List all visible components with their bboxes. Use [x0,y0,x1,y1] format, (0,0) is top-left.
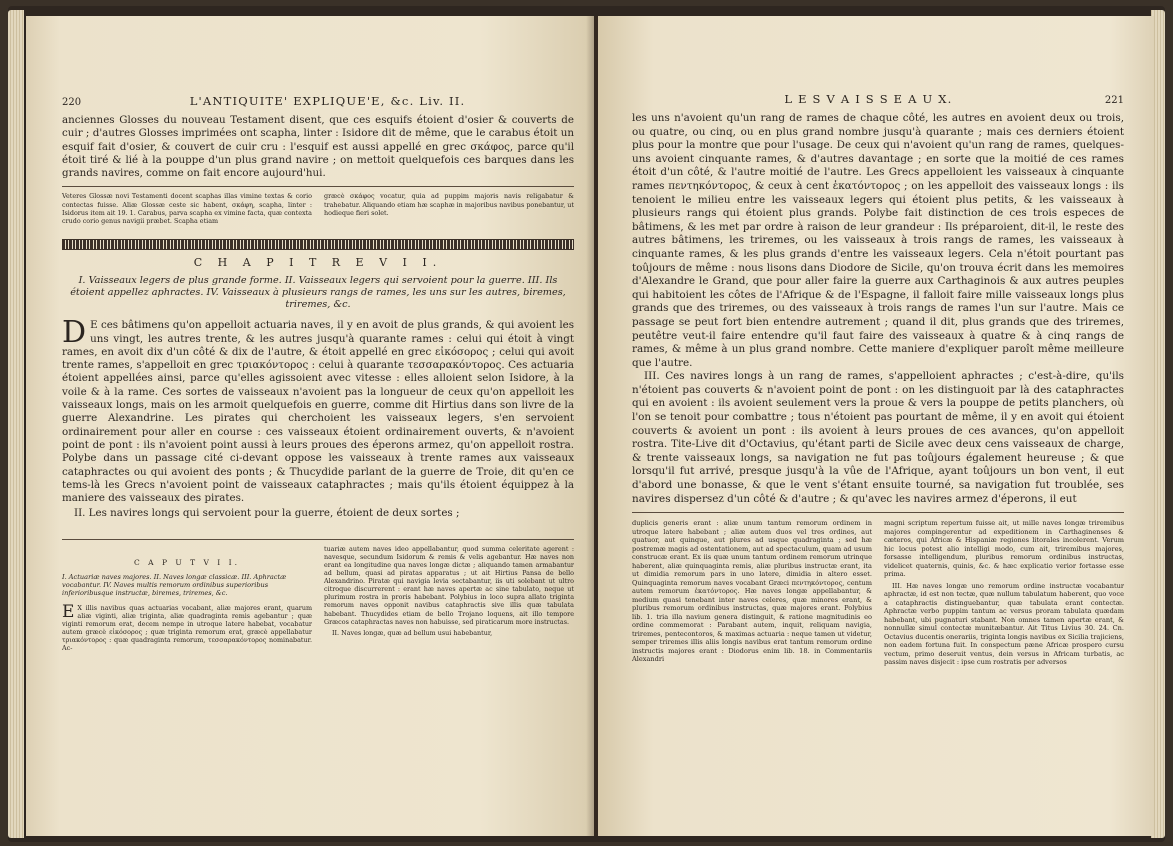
right-para-2: III. Ces navires longs à un rang de rames, s'appelloient aphractes ; c'est-à-dire, qu'ils n'étoient pas couverts & n'avoient point de pont : on les distinguoit par là des cataphractes qui en avoient : ils avoient seulement vers la proue & vers la pouppe de petits planchers, où l'on se tenoit pour combattre ; tous n'étoient pas pourtant de même, il y en avoit qui étoient couverts & avoient un pont : ils avoient à leurs proues de ces avances, qu'on appelloit rostra. Tite-Live dit d'Octavius, qu'étant parti de Sicile avec deux cens vaisseaux de charge, & trente vaisseaux longs, sa navigation ne fut pas toûjours également heureuse ; & que lorsqu'il fut arrivé, presque jusqu'à la vûe de l'Afrique, ayant toûjours un bon vent, il eut d'abord une bonasse, & que le vent s'étant ensuite tourné, sa navigation fut troublée, ses navires dispersez d'un côté & d'autre ; & qu'avec les navires armez d'éperons, il eut [632,370,1124,505]
intro-text: anciennes Glosses du nouveau Testament disent, que ces esquifs étoient d'osier & couverts de cuir ; d'autres Glosses imprimées ont scapha, linter : Isidore dit de même, que le carabus étoit un esquif fait d'osier, & couvert de cuir cru : l'esquif est aussi appellé en grec σκάφος, parce qu'il étoit tiré & lié à la pouppe d'un plus grand navire ; on mettoit quelquefois ces barques dans les grands navires, comme on fait encore aujourd'hui. [62,114,574,180]
chapter-para-1: E ces bâtimens qu'on appelloit actuaria naves, il y en avoit de plus grands, & qui avoient les uns vingt, les autres trente, & les autres jusqu'à quarante rames : celui qui étoit à vingt rames, en avoit dix d'un côté & dix de l'autre, & étoit appellé en grec εἰκόσορος ; celui qui avoit trente rames, s'appelloit en grec τριακόντορος : celui à quarante τεσσαρακόντορος. Ces actuaria étoient appellées ainsi, parce qu'elles agissoient avec vitesse : elles alloient selon Isidore, à la voile & à la rame. Ces sortes de vaisseaux n'avoient pas la longueur de ceux qu'on appelloit les vaisseaux longs, mais on les armoit quelquefois en guerre, comme dit Hirtius dans son livre de la guerre Alexandrine. Les pirates qui cherchoient les vaisseaux legers, s'en servoient ordinairement pour aller en course : ces vaisseaux étoient ordinairement ouverts, & n'avoient point de pont : ils n'avoient point aussi à leurs proues des éperons armez, qu'on appelloit rostra. Polybe dans un passage cité ci-devant oppose les vaisseaux à trente rames aux vaisseaux cataphractes ou qui avoient des ponts ; & Thucydide parlant de la guerre de Troie, dit qu'en ce tems-là les Grecs n'avoient point de vaisseaux cataphractes ; mais qu'ils étoient équippez à la maniere des vaisseaux des pirates. [62,319,574,505]
latin-chapter-summary: I. Actuariæ naves majores. II. Naves longæ classicæ. III. Aphractæ vocabantur. IV. Naves multis remorum ordinibus superioribus inferioribusque instructæ, biremes, triremes, &c. [62,572,287,598]
chapter-para-2: II. Les navires longs qui servoient pour la guerre, étoient de deux sortes ; [74,507,460,520]
latin-col2-text: tuariæ autem naves ideo appellabantur, quod summa celeritate agerent : navesque, secundum Isidorum & remis & velis agebantur. Hæ naves non erant ea longitudine qua naves longæ dictæ ; aliquando tamen armabantur ad bellum, quasi ad piratas apparatus ; ut ait Hirtius Pansa de bello Alexandrino. Piratæ qui navigia levia sectabantur, iis uti solebant ut ultro citroque discurrerent : erant hæ naves apertæ ac sine tabulato, neque ut plurimum rostra in proris habebant. Polybius in loco supra allato triginta remorum naves opponit navibus cataphractis sive illis quæ tabulata habebant. Thucydides etiam de bello Trojano loquens, ait illo tempore Græcos cataphractas naves non habuisse, sed piraticarum more instructas. [324,544,574,626]
left-page [26,16,594,836]
right-para-1: les uns n'avoient qu'un rang de rames de chaque côté, les autres en avoient deux ou trois, ou quatre, ou cinq, ou en plus grand nombre jusqu'à quarante ; mais ces derniers étoient plus pour la montre que pour l'usage. De ceux qui n'avoient qu'un rang de rames, quelques-uns avoient cinquante rames, & d'autres davantage ; en sorte que la moitié de ces rames étoit d'un côté, & l'autre moitié de l'autre. Les Grecs appelloient les vaisseaux à cinquante rames πεντηκόντορος, & ceux à cent ἑκατόντορος ; on les appelloit des vaisseaux longs : ils tenoient le milieu entre les vaisseaux legers qui étoient plus petits, & les vaisseaux à plusieurs rangs qui étoient plus grands. Polybe fait distinction de ces trois especes de bâtimens, & les met par ordre à raison de leur grandeur : Ils préparoient, dit-il, le reste des autres bâtimens, les triremes, ou les vaisseaux à trois rangs de rames, les vaisseaux à cinquante rames, & les plus grands d'entre les vaisseaux legers. Cela n'étoit pourtant pas toûjours de même : nous lisons dans Diodore de Sicile, qu'on trouva écrit dans les memoires d'Alexandre le Grand, que pour aller faire la guerre aux Carthaginois & aux autres peuples qui habitoient les côtes de l'Afrique & de l'Espagne, il falloit faire mille vaisseaux longs plus grands que des triremes, ou des vaisseaux à trois rangs de rames l'un sur l'autre. Mais ce passage se peut fort bien entendre autrement ; quand il dit, plus grands que des triremes, peutêtre veut-il faire entendre qu'il faut faire des vaisseaux à quatre & à cinq rangs de rames, & même à un plus grand nombre. Cette maniere d'expliquer paroît même meilleure que l'autre. [632,112,1124,369]
latin-note-col2: græcè σκάφος vocatur, quia ad puppim majoris navis religabatur & trahebatur. Aliquando etiam hæ scaphæ in majoribus navibus ponebantur, ut hodieque fieri solet. [324,192,574,217]
chapter-heading: C H A P I T R E V I I. [193,256,443,270]
right-body [632,112,1124,506]
divider-rule-right [632,512,1124,513]
chapter-summary: I. Vaisseaux legers de plus grande forme. II. Vaisseaux legers qui servoient pour la guerre. III. Ils étoient appellez aphractes. IV. Vaisseaux à plusieurs rangs de rames, les uns sur les autres, biremes, triremes, &c. [70,275,566,311]
latin-notes-right [632,519,1124,670]
running-title-right: L E S V A I S S E A U X. [784,92,953,106]
latin-col1-text: X illis navibus quas actuarias vocabant, aliæ majores erant, quarum aliæ viginti, aliæ triginta, aliæ quadraginta remis agebantur ; quæ viginti remorum erat, decem nempe in utroque latere habebat, vocabatur autem græcè εἰκόσορος ; quæ triginta remorum erat, græcè appellabatur τριακόντορος : quæ quadraginta remorum, τεσσαρακόντορος nominabatur. Ac- [62,603,312,653]
running-title-left: L'ANTIQUITE' EXPLIQUE'E, &c. Liv. II. [189,94,466,108]
divider-rule [62,186,574,187]
running-header-right [632,92,1124,106]
chapter-body [62,315,574,520]
latin-note-col1: Veteres Glossæ novi Testamenti docent scaphas illas vimine textas & corio contectas fuisse. Aliæ Glossæ ceste sic habent, σκάφη, scapha, linter : Isidorus item ait 19. 1. Carabus, parva scapha ex vimine facta, quæ contexta crudo corio genus navigii præbet. Scapha etiam [62,192,312,226]
page-number-right: 221 [1104,95,1124,106]
right-page [598,16,1154,836]
open-book [8,6,1165,842]
latin-right-col2: magni scriptum repertum fuisse ait, ut mille naves longæ triremibus majores compingerentur ad expeditionem in Carthaginenses & cæteros, qui Africæ & Hispaniæ regiones litorales incolerent. Verum hic locus potest alio intelligi modo, cum ait, triremibus majores, forsasse intelligendum, pluribus remorum ordinibus instructas, videlicet quaternis, quinis, &c. & hæc explicatio verior fortasse esse prima. [884,519,1124,579]
ornamental-band [62,239,574,250]
latin-chapter-heading: C A P U T V I I. [134,557,240,567]
latin-right-col2-b: III. Hæ naves longæ uno remorum ordine instructæ vocabantur aphractæ, id est non tectæ, quæ nullum tabulatum haberent, quo voce a cataphractis distinguebantur, quæ tabulata erant contectæ. Aphractæ verbo puppim tantum ac versus proram tabulata quædam habebant, ubi pugnaturi stabant. Non omnes tamen apertæ erant, & nonnullæ simul contectæ munitæbantur. Ait Titus Livius 30. 24. Cn. Octavius ducentis onerariis, triginta longis navibus ex Sicilia trajiciens, non eadem fortuna fuit. In conspectum pæne Africæ prospero cursu vectum, primo deseruit ventus, dein versus in Africam turbatis, ac passim naves disjecit : ipse cum rostratis per adversos [884,581,1124,667]
latin-right-col1: duplicis generis erant : aliæ unum tantum remorum ordinem in utroque latere habebant ; aliæ autem duos vel tres ordines, aut quatuor, aut quinque, aut plures ad usque quadraginta ; sed hæ postremæ magis ad ostentationem, aut ad spectaculum, quam ad usum construcæ erant. Ex iis quæ unum tantum ordinem remorum utrinque haberent, aliæ quinquaginta remis, aliæ pluribus instructæ erant, ita ut dimidia remorum pars in uno latere, dimidia in altero esset. Quinquaginta remorum naves vocabant Græci πεντηκόντορος, centum autem remorum ἑκατόντορος. Hæ naves longæ appellabantur, & medium quasi tenebant inter naves celeres, quæ minores erant, & pluribus remorum ordinibus instructas, quæ majores erant. Polybius lib. 1. tria illa navium genera distinguit, & ratione magnitudinis eo ordine commemorat : Parabant autem, inquit, reliquam navigia, triremes, pentecontoros, & maximas actuaria : neque tamen ut videtur, semper triremes illis aliis longis navibus erat tantum remorum ordine instructis majores erant : Diodorus enim lib. 18. in Commentariis Alexandri [632,519,872,664]
latin-col2-text-b: II. Naves longæ, quæ ad bellum usui habebantur, [332,628,493,637]
divider-rule-2 [62,539,574,540]
page-edges-left [8,10,24,838]
intro-paragraph [62,114,574,180]
latin-chapter [62,545,574,656]
latin-notes [62,192,574,225]
drop-cap: D [62,315,87,351]
latin-drop-cap: E [62,601,75,622]
running-header-left [62,94,574,108]
page-number-left: 220 [62,97,82,108]
